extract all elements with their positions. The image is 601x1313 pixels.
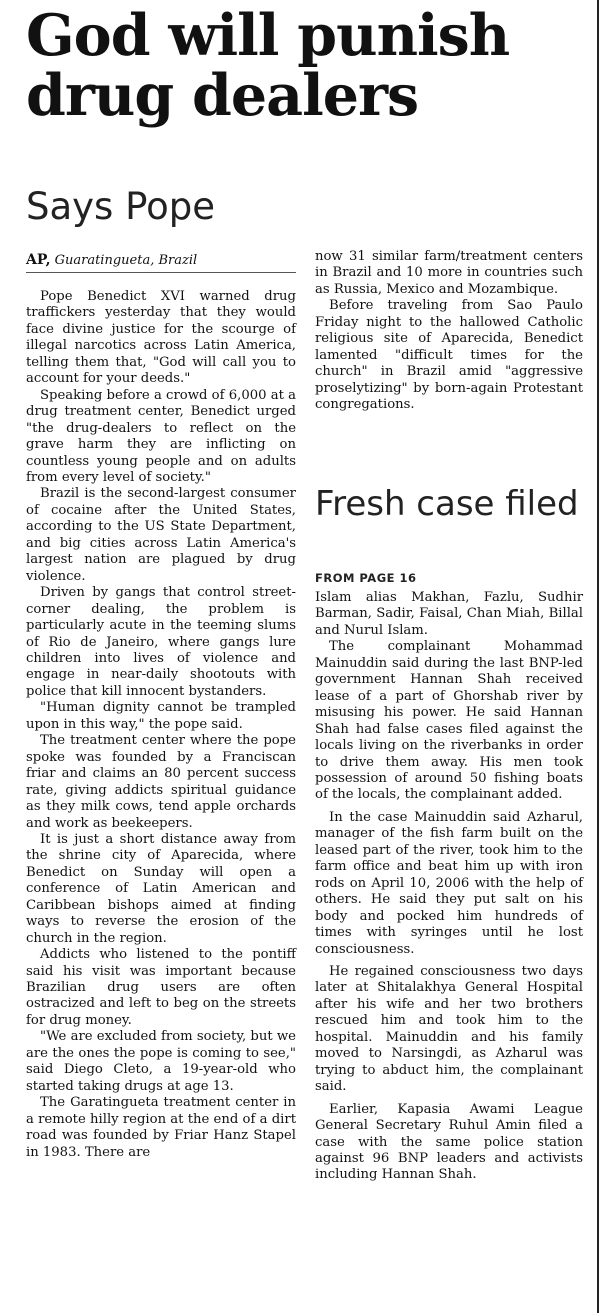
story-paragraph: Islam alias Makhan, Fazlu, Sudhir Barman, Sadir, Faisal, Chan Miah, Billal and Nurul Islam. — [315, 590, 583, 638]
story-paragraph: The complainant Mohammad Mainuddin said during the last BNP-led government Hannan Shah received lease of a part of Ghorshab river by misusing his power. He said Hannan Shah had false cases filed against the locals living on the riverbanks in order to drive them away. His men took possession of around 50 fishing boats of the locals, the complainant added. — [315, 639, 583, 803]
headline: God will punish drug dealers — [26, 2, 510, 129]
byline-place: Guaratingueta, Brazil — [54, 253, 198, 268]
article-paragraph: Speaking before a crowd of 6,000 at a drug treatment center, Benedict urged "the drug-dealers to reflect on the grave harm they are inflicting on countless young people and on adults from every level of society." — [26, 387, 296, 485]
article-body-continued — [315, 249, 583, 414]
subheadline: Says Pope — [26, 185, 215, 228]
article-paragraph: The Garatingueta treatment center in a remote hilly region at the end of a dirt road was founded by Friar Hanz Stapel in 1983. There are — [26, 1095, 296, 1160]
article-paragraph: The treatment center where the pope spoke was founded by a Franciscan friar and claims an 80 percent success rate, giving addicts spiritual guidance as they milk cows, tend apple orchards and work as beekeepers. — [26, 733, 296, 831]
article-paragraph: "We are excluded from society, but we are the ones the pope is coming to see," said Diego Cleto, a 19-year-old who started taking drugs at age 13. — [26, 1029, 296, 1094]
second-story-headline: Fresh case filed — [315, 484, 579, 524]
story-paragraph: In the case Mainuddin said Azharul, manager of the fish farm built on the leased part of the river, took him to the farm office and beat him up with iron rods on April 10, 2006 with the help of others. He said they put salt on his body and pocked him hundreds of times with syringes until he lost consciousness. — [315, 809, 583, 957]
article-paragraph: Addicts who listened to the pontiff said his visit was important because Brazilian drug users are often ostracized and left to beg on the streets for drug money. — [26, 947, 296, 1028]
story-paragraph: Earlier, Kapasia Awami League General Secretary Ruhul Amin filed a case with the same police station against 96 BNP leaders and activists including Hannan Shah. — [315, 1101, 583, 1183]
story-paragraph: He regained consciousness two days later at Shitalakhya General Hospital after his wife and her two brothers rescued him and took him to the hospital. Mainuddin and his family moved to Narsingdi, as Azharul was trying to abduct him, the complainant said. — [315, 963, 583, 1095]
byline — [26, 252, 296, 269]
article-paragraph: Brazil is the second-largest consumer of cocaine after the United States, according to the US State Department, and big cities across Latin America's largest nation are plagued by drug violence. — [26, 486, 296, 584]
byline-rule — [26, 272, 296, 273]
article-paragraph: It is just a short distance away from the shrine city of Aparecida, where Benedict on Sunday will open a conference of Latin American and Caribbean bishops aimed at finding ways to reverse the erosion of the church in the region. — [26, 831, 296, 946]
article-paragraph: Driven by gangs that control street-corner dealing, the problem is particularly acute in the teeming slums of Rio de Janeiro, where gangs lure children into lives of violence and engage in near-daily shootouts with police that kill innocent bystanders. — [26, 585, 296, 699]
second-story-body — [315, 590, 583, 1184]
byline-agency: AP, — [26, 252, 51, 268]
column-border — [597, 0, 599, 1313]
article-paragraph: Pope Benedict XVI warned drug traffickers yesterday that they would face divine justice for the scourge of illegal narcotics across Latin America, telling them that, "God will call you to account for your deeds." — [26, 289, 296, 387]
jump-line: FROM PAGE 16 — [315, 571, 417, 585]
article-paragraph: now 31 similar farm/treatment centers in Brazil and 10 more in countries such as Russia, Mexico and Mozambique. — [315, 249, 583, 297]
article-paragraph: "Human dignity cannot be trampled upon in this way," the pope said. — [26, 700, 296, 732]
article-paragraph: Before traveling from Sao Paulo Friday night to the hallowed Catholic religious site of Aparecida, Benedict lamented "difficult times for the church" in Brazil amid "aggressive proselytizing" by born-again Protestant congregations. — [315, 298, 583, 413]
article-body-left — [26, 289, 296, 1161]
